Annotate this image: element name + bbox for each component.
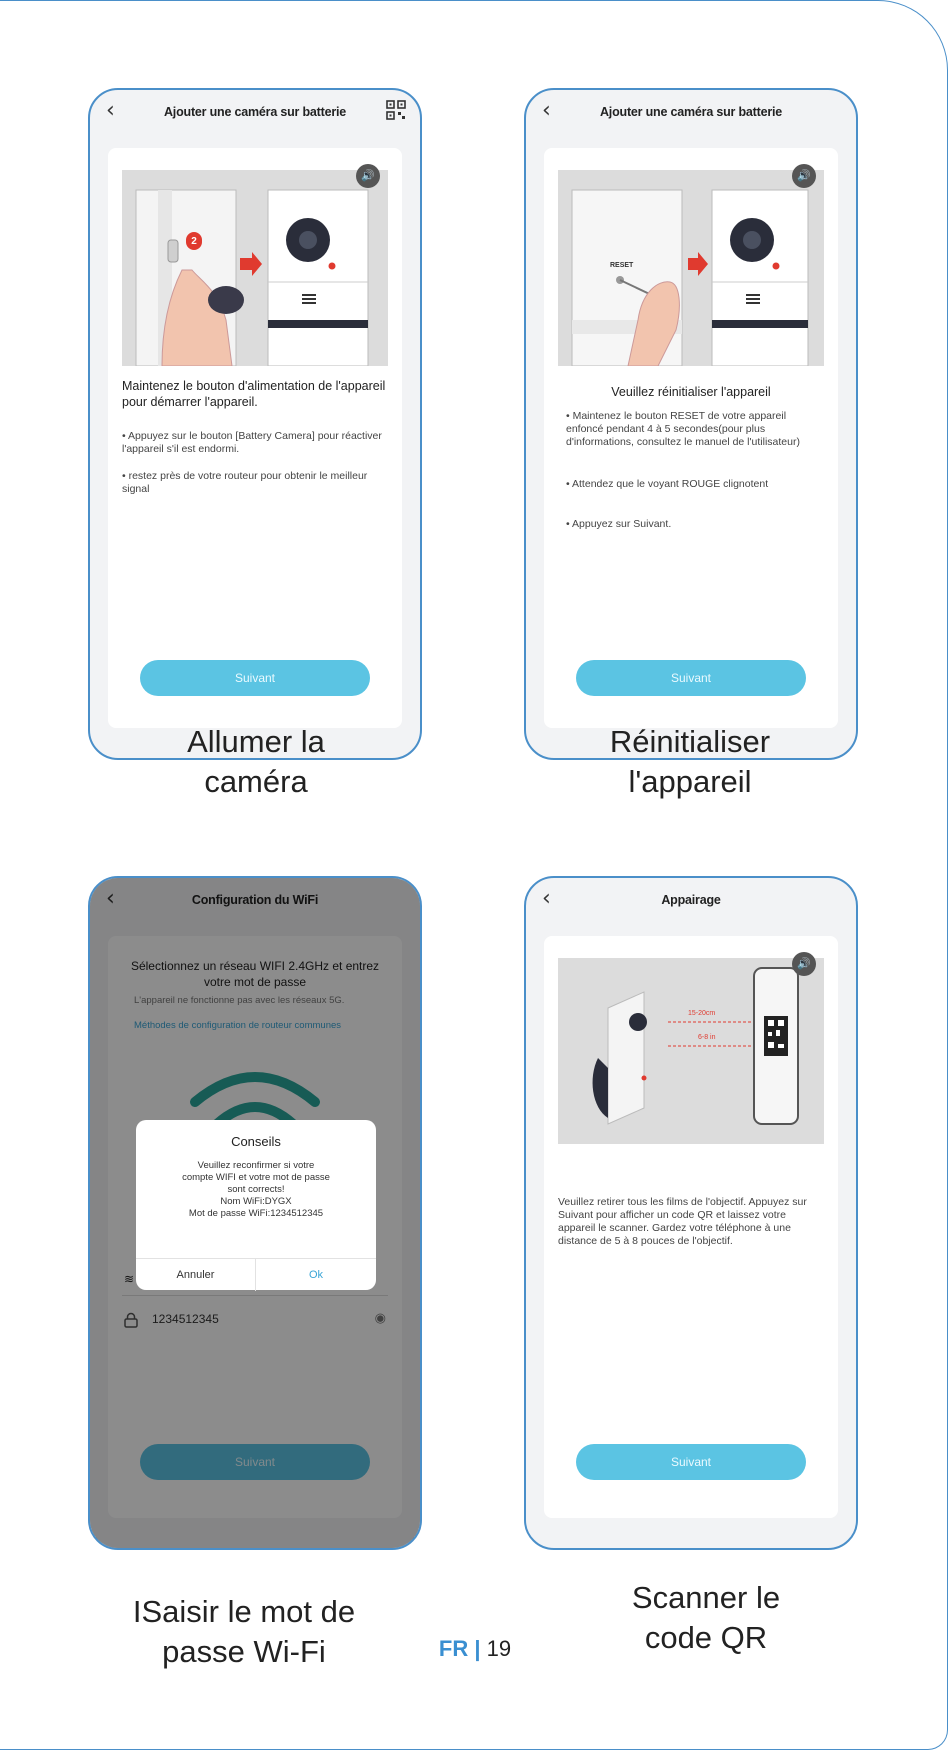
back-chevron-icon[interactable]: ‹ (542, 98, 551, 123)
dialog-line: Veuillez reconfirmer si votre (197, 1160, 315, 1171)
page-num: 19 (486, 1636, 512, 1661)
instruction-lead: Maintenez le bouton d'alimentation de l'appareil pour démarrer l'appareil. (122, 379, 386, 409)
instruction-bullet: • Attendez que le voyant ROUGE clignotent (566, 478, 769, 490)
phone-reset (524, 88, 858, 760)
app-header (90, 90, 420, 146)
caption-line: passe Wi-Fi (162, 1634, 326, 1669)
reset-illustration (558, 170, 824, 366)
back-chevron-icon[interactable]: ‹ (106, 886, 115, 911)
instruction-text: Veuillez retirer tous les films de l'objectif. Appuyez sur Suivant pour afficher un code QR et laissez votre appareil le scanner. Gardez votre téléphone à une distance de 5 à 8 pouces de l'objectif. (558, 1196, 807, 1247)
app-header (526, 90, 856, 146)
next-button[interactable]: Suivant (140, 660, 370, 696)
instruction-bullet: • restez près de votre routeur pour obtenir le meilleur signal (122, 470, 368, 495)
phone-pairing (524, 876, 858, 1550)
confirm-dialog (136, 1120, 376, 1290)
press-power-graphic (122, 170, 390, 366)
password-value[interactable]: 1234512345 (152, 1312, 219, 1326)
language-code: FR (438, 1636, 469, 1661)
qr-scan-graphic (558, 958, 826, 1144)
back-chevron-icon[interactable]: ‹ (106, 98, 115, 123)
dialog-title: Conseils (231, 1134, 281, 1149)
eye-icon[interactable]: ◉ (374, 1310, 386, 1325)
next-button[interactable]: Suivant (140, 1444, 370, 1480)
instruction-bullet: • Appuyez sur Suivant. (566, 518, 672, 530)
dialog-body (144, 1160, 368, 1220)
step-caption (500, 722, 880, 802)
caption-line: ISaisir le mot de (132, 1594, 356, 1629)
instruction-lead: Sélectionnez un réseau WIFI 2.4GHz et entrez votre mot de passe (130, 959, 380, 989)
step-badge: 2 (186, 234, 202, 250)
page-number (0, 1636, 950, 1662)
phone-power-on (88, 88, 422, 760)
content-card (544, 936, 838, 1518)
dialog-actions (136, 1258, 376, 1290)
content-card (544, 148, 838, 728)
distance-in-label: 6-8 in (698, 1034, 716, 1041)
instruction-bullet: • Maintenez le bouton RESET de votre appareil enfoncé pendant 4 à 5 secondes(pour plus d'informations, consultez le manuel de l'utilisateur) (566, 410, 800, 448)
qr-scan-icon[interactable] (386, 100, 406, 120)
instruction-lead: Veuillez réinitialiser l'appareil (611, 385, 771, 399)
screen-title: Ajouter une caméra sur batterie (599, 105, 783, 119)
caption-line: caméra (204, 764, 308, 799)
caption-line: code QR (644, 1620, 768, 1655)
ok-button[interactable]: Ok (308, 1269, 324, 1281)
speaker-icon[interactable]: 🔊 (792, 164, 816, 188)
dialog-line: compte WIFI et votre mot de passe (182, 1172, 330, 1183)
next-button[interactable]: Suivant (576, 660, 806, 696)
dialog-line: sont corrects! (227, 1184, 285, 1195)
caption-line: Réinitialiser (609, 724, 771, 759)
distance-cm-label: 15-20cm (688, 1010, 716, 1017)
dialog-line: Nom WiFi:DYGX (220, 1196, 292, 1207)
power-button-illustration (122, 170, 388, 366)
router-methods-link[interactable]: Méthodes de configuration de routeur communes (134, 1020, 342, 1031)
reset-pin-graphic (558, 170, 826, 366)
content-card (108, 148, 402, 728)
cancel-button[interactable]: Annuler (136, 1259, 256, 1291)
network-note: L'appareil ne fonctionne pas avec les réseaux 5G. (134, 995, 345, 1006)
pairing-illustration (558, 958, 824, 1144)
screen-title: Appairage (661, 893, 721, 907)
dialog-line: Mot de passe WiFi:1234512345 (188, 1208, 324, 1219)
screen-title: Configuration du WiFi (191, 893, 319, 907)
screen-title: Ajouter une caméra sur batterie (163, 105, 347, 119)
page-separator: | (474, 1636, 481, 1661)
speaker-icon[interactable]: 🔊 (792, 952, 816, 976)
phone-wifi-config (88, 876, 422, 1550)
next-button[interactable]: Suivant (576, 1444, 806, 1480)
app-header (526, 878, 856, 934)
caption-line: l'appareil (628, 764, 752, 799)
speaker-icon[interactable]: 🔊 (356, 164, 380, 188)
reset-label: RESET (610, 262, 634, 269)
step-caption (66, 722, 446, 802)
caption-line: Scanner le (631, 1580, 781, 1615)
caption-line: Allumer la (187, 724, 325, 759)
wifi-small-icon: ≋ (124, 1272, 135, 1286)
back-chevron-icon[interactable]: ‹ (542, 886, 551, 911)
instruction-bullet: • Appuyez sur le bouton [Battery Camera] pour réactiver l'appareil s'il est endormi. (122, 430, 382, 455)
